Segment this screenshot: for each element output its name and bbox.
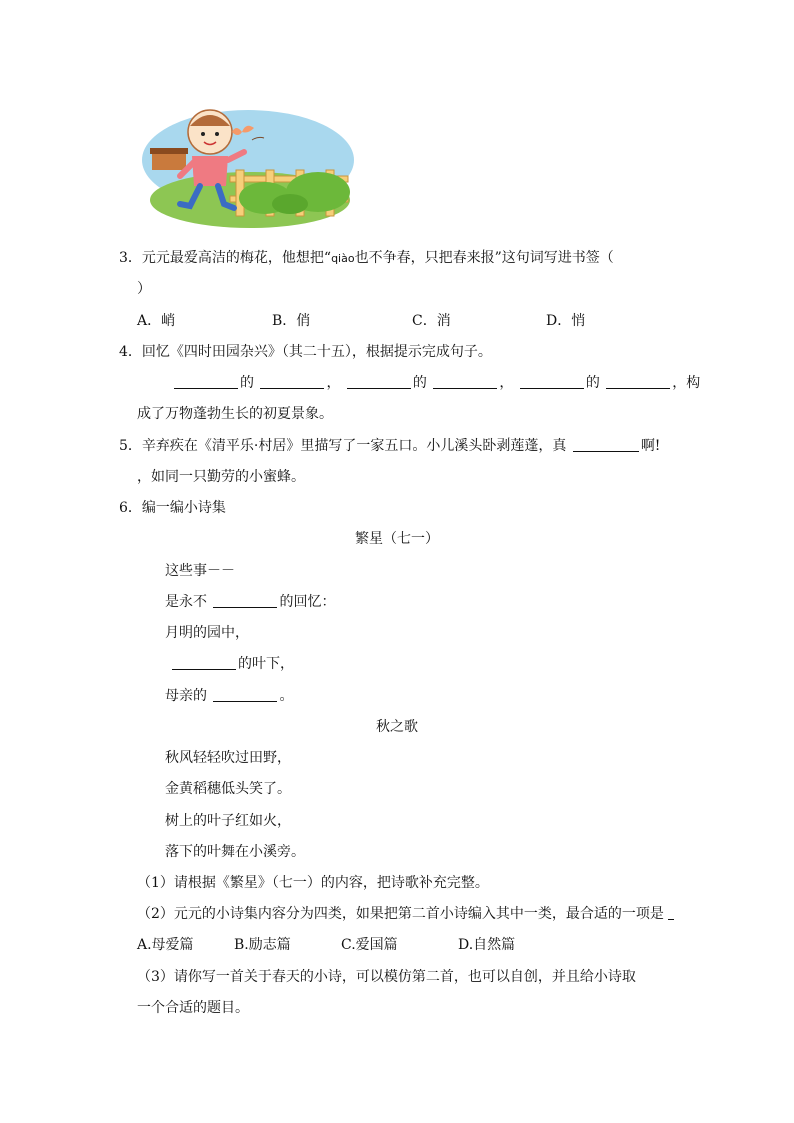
- answer-blank[interactable]: [172, 655, 236, 670]
- q6-sub-2-option-b[interactable]: B.励志篇: [234, 937, 291, 953]
- q3-option-c[interactable]: C．消: [412, 313, 451, 329]
- q4-continuation: 成了万物蓬勃生长的初夏景象。: [137, 406, 333, 422]
- question-4-stem: 4．回忆《四时田园杂兴》（其二十五），根据提示完成句子。: [119, 344, 492, 360]
- answer-blank[interactable]: [433, 374, 497, 389]
- poem-1-line-3: 月明的园中，: [165, 625, 249, 641]
- q6-sub-2-option-d[interactable]: D.自然篇: [458, 937, 516, 953]
- q3-option-a[interactable]: A．峭: [137, 313, 176, 329]
- q3-stem-before: 3．元元最爱高洁的梅花，他想把“: [119, 250, 332, 266]
- poem-2-line: 金黄稻穗低头笑了。: [165, 781, 291, 797]
- poem-2-title: 秋之歌: [376, 719, 418, 735]
- child-running-butterfly-illustration: [140, 100, 356, 230]
- q6-sub-2-option-a[interactable]: A.母爱篇: [137, 937, 194, 953]
- answer-blank[interactable]: [347, 374, 411, 389]
- q3-pinyin: qiào: [331, 252, 355, 265]
- answer-blank[interactable]: [520, 374, 584, 389]
- answer-blank[interactable]: [606, 374, 670, 389]
- q3-option-d[interactable]: D．悄: [546, 313, 586, 329]
- q3-option-b[interactable]: B．俏: [272, 313, 311, 329]
- answer-blank[interactable]: [213, 593, 277, 608]
- q6-sub-1: （1）请根据《繁星》（七一）的内容，把诗歌补充完整。: [137, 875, 489, 891]
- poem-1-line-5: 母亲的 。: [165, 688, 294, 704]
- q6-sub-2-option-c[interactable]: C.爱国篇: [341, 937, 398, 953]
- q6-sub-3-line-2: 一个合适的题目。: [137, 1000, 249, 1016]
- q3-stem-after: 也不争春，只把春来报”这句词写进书签（: [354, 250, 614, 266]
- poem-2-line: 秋风轻轻吹过田野，: [165, 750, 291, 766]
- q6-sub-3-line-1: （3）请你写一首关于春天的小诗，可以模仿第二首，也可以自创，并且给小诗取: [137, 969, 636, 985]
- answer-blank[interactable]: [174, 374, 238, 389]
- question-3-stem: [119, 248, 614, 269]
- answer-blank[interactable]: [260, 374, 324, 389]
- question-5-stem: 5．辛弃疾在《清平乐·村居》里描写了一家五口。小儿溪头卧剥莲蓬，真 啊!: [119, 438, 661, 454]
- poem-1-title: 繁星（七一）: [355, 531, 439, 547]
- answer-blank[interactable]: [668, 905, 674, 920]
- answer-blank[interactable]: [213, 687, 277, 702]
- q5-continuation: ，如同一只勤劳的小蜜蜂。: [137, 469, 305, 485]
- poem-2-line: 树上的叶子红如火，: [165, 813, 291, 829]
- q3-paren-close: ）: [137, 281, 151, 297]
- poem-1-line-4: 的叶下，: [170, 654, 294, 674]
- answer-blank[interactable]: [573, 437, 639, 452]
- question-6-stem: 6．编一编小诗集: [119, 500, 226, 516]
- poem-1-line-1: 这些事－－: [165, 563, 235, 579]
- poem-2-line: 落下的叶舞在小溪旁。: [165, 844, 305, 860]
- q6-sub-2: （2）元元的小诗集内容分为四类，如果把第二首小诗编入其中一类，最合适的一项是: [137, 904, 674, 924]
- q4-fill-line: 的 ， 的 ， 的 ，构: [172, 373, 700, 393]
- poem-1-line-2: 是永不 的回忆：: [165, 594, 336, 610]
